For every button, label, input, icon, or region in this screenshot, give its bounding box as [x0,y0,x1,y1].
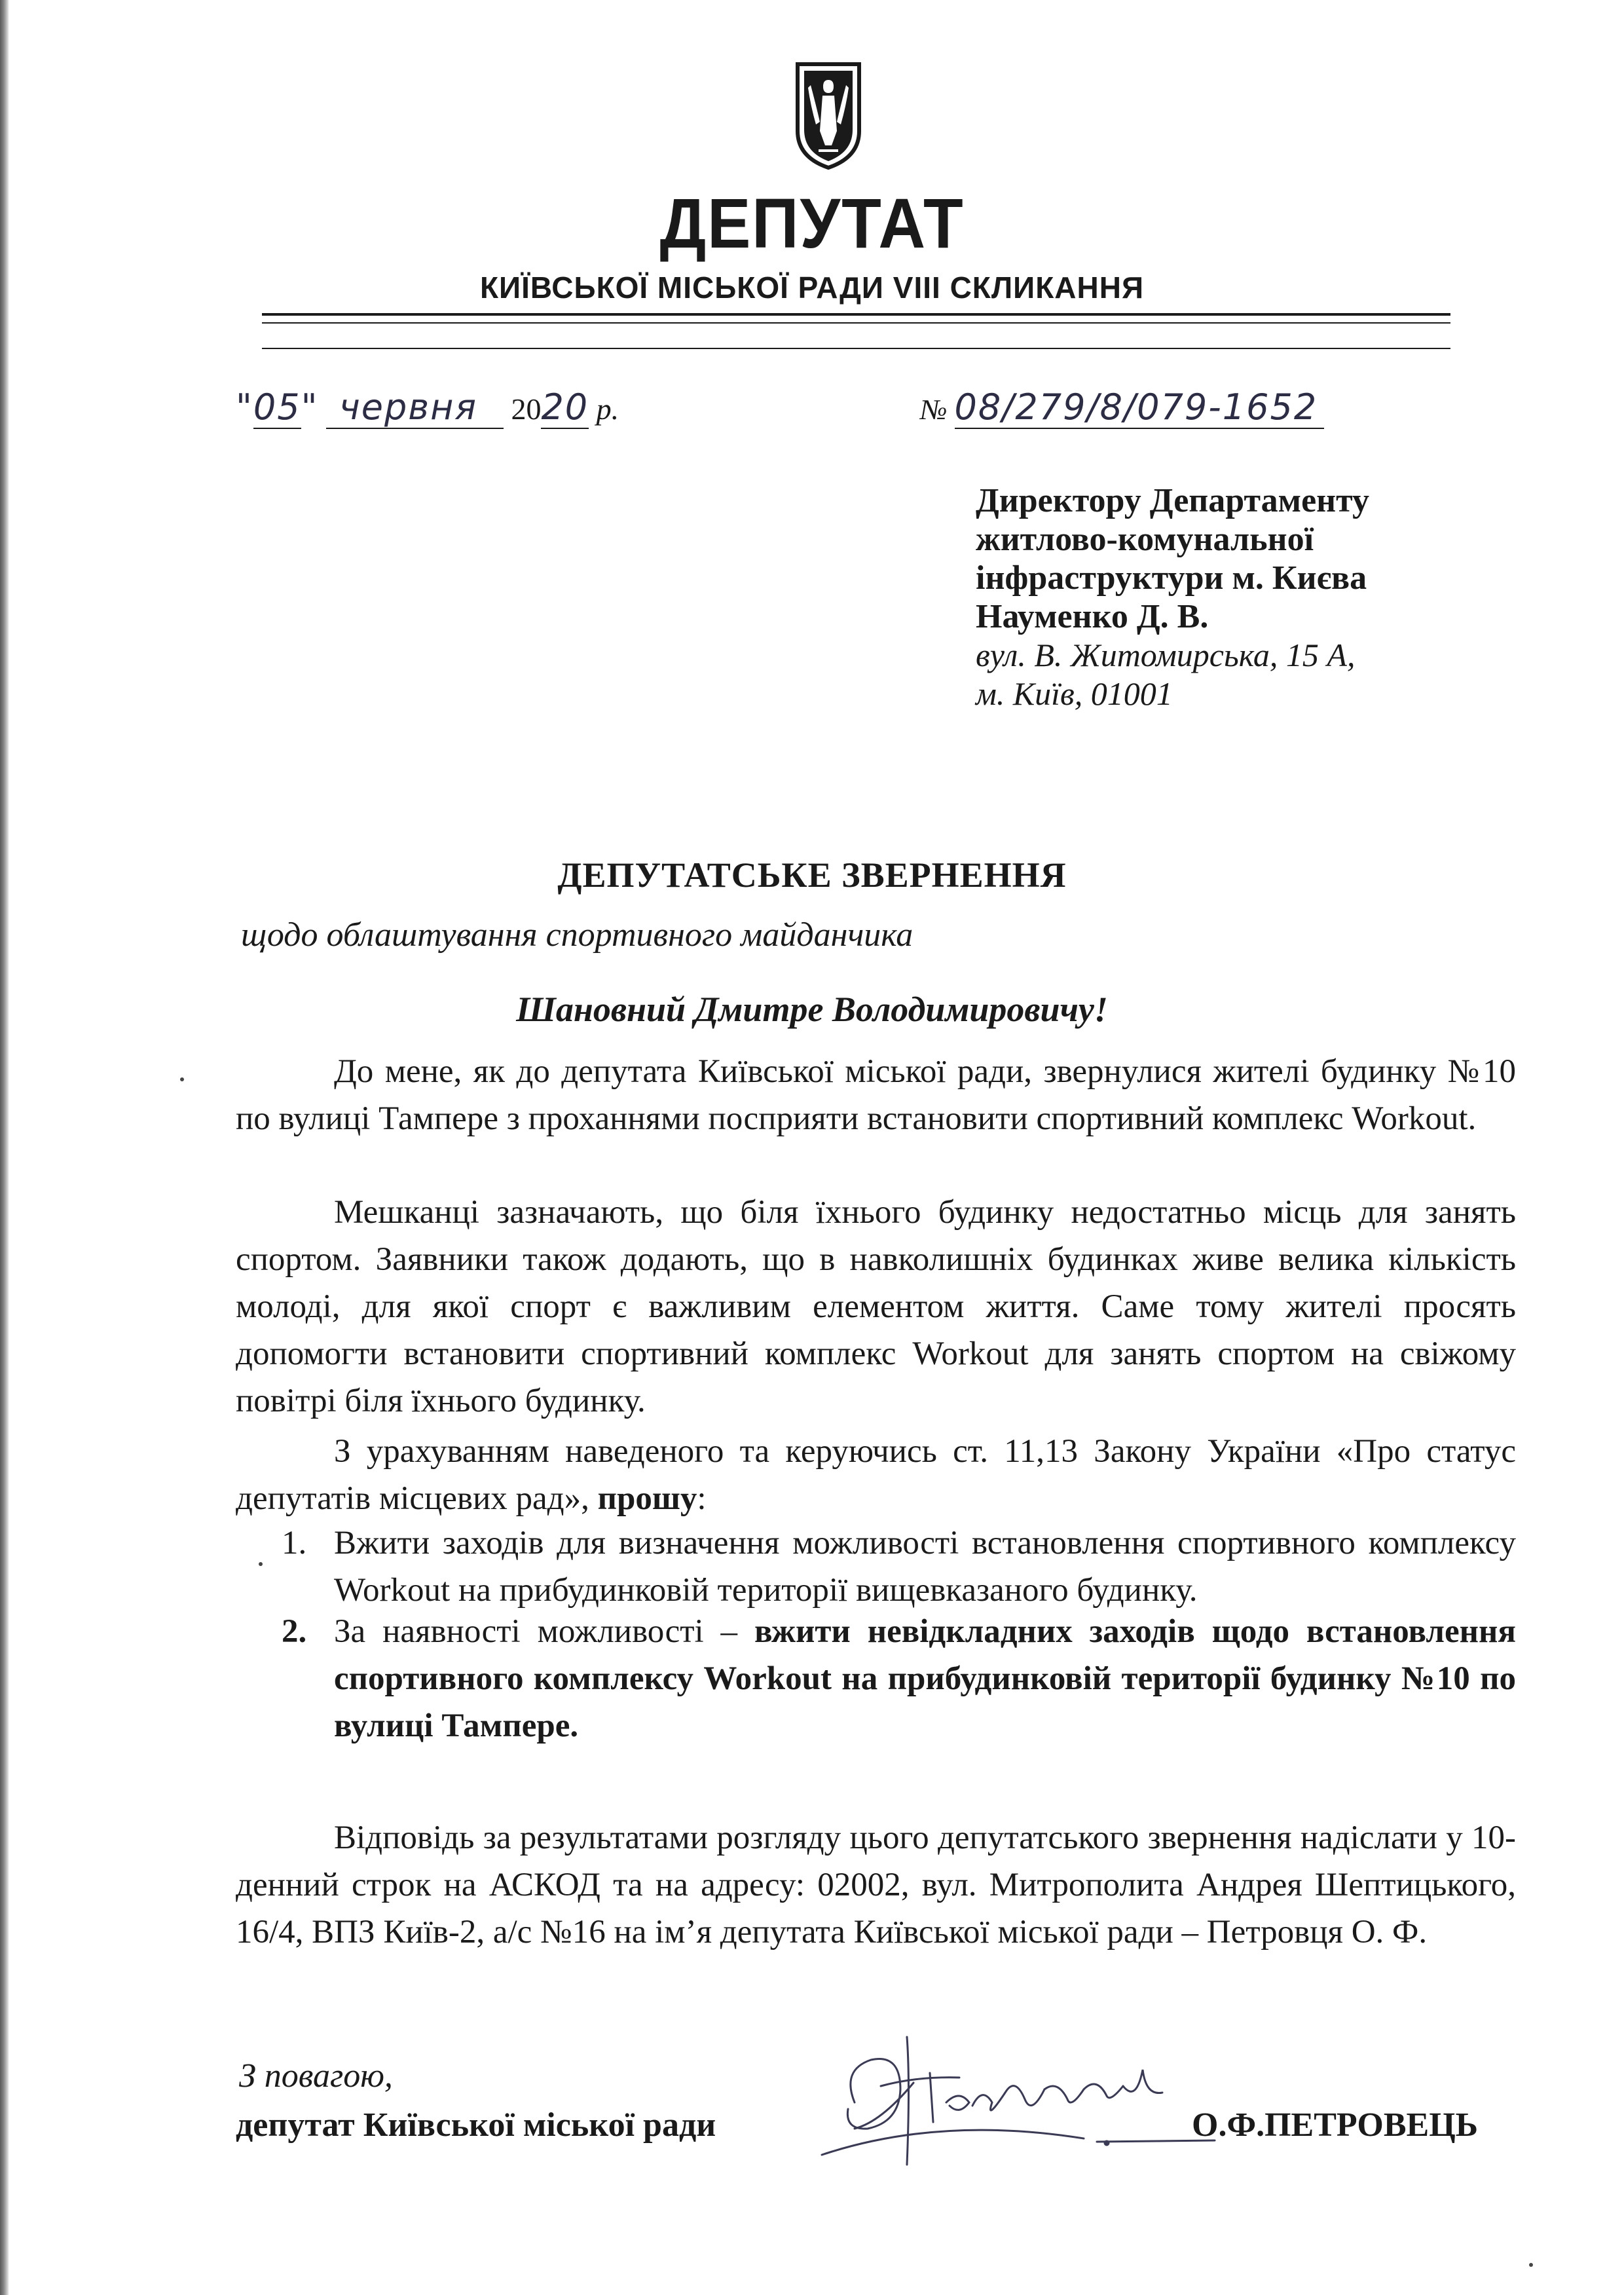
addressee-line-1: Директору Департаменту [976,482,1369,519]
paragraph-2: Мешканці зазначають, що біля їхнього будинку недостатньо місць для занять спортом. Заявники також додають, що в навколишніх будинках живе велика кількість молоді, для якої спорт є важливим елементом життя. Саме тому жителі просять допомогти встановити спортивний комплекс Workout для занять спортом на свіжому повітрі біля їхнього будинку. [236,1194,1516,1419]
date-field [236,386,619,429]
paragraph-3-text: З урахуванням наведеного та керуючись ст. 11,13 Закону України «Про статус депутатів місцевих рад», [236,1433,1516,1517]
date-year-unit: р. [596,392,619,426]
paragraph-1: До мене, як до депутата Київської міської ради, звернулися жителі будинку №10 по вулиці Тампере з проханнями посприяти встановити спортивний комплекс Workout. [236,1053,1516,1137]
number-value: 08/279/8/079-1652 [955,386,1325,429]
header-rule-thick [262,313,1450,316]
addressee-address-1: вул. В. Житомирська, 15 А, [976,637,1356,673]
addressee-line-2: житлово-комунальної [976,521,1314,558]
scan-speck [180,1077,184,1081]
date-day: 05 [253,386,301,428]
addressee-block [976,481,1369,713]
date-year-prefix: 20 [511,392,542,426]
list-item-text [334,1608,1516,1749]
signer-title: депутат Київської міської ради [236,2106,716,2144]
scan-speck [1529,2263,1533,2267]
document-subject: щодо облаштування спортивного майданчика [241,916,913,954]
addressee-line-4: Науменко Д. В. [976,598,1209,635]
paragraph-3 [236,1428,1516,1522]
list-item-text: Вжити заходів для визначення можливості встановлення спортивного комплексу Workout на прибудинковій території вищевказаного будинку. [334,1525,1516,1609]
date-open-quote: " [236,386,253,428]
document-title: ДЕПУТАТСЬКЕ ЗВЕРНЕННЯ [557,855,1067,895]
header-subtitle: КИЇВСЬКОЇ МІСЬКОЇ РАДИ VIII СКЛИКАННЯ [479,271,1145,305]
scan-edge [0,0,9,2295]
list-item-text-bold: вжити невідкладних заходів щодо встановлення спортивного комплексу Workout на прибудинковій території будинку №10 по вулиці Тампере. [334,1613,1516,1744]
date-year-suffix: 20 [541,386,589,428]
addressee-address-2: м. Київ, 01001 [976,675,1173,712]
header-title: ДЕПУТАТ [659,183,965,263]
list-item-number: 2. [282,1613,307,1650]
signer-name: О.Ф.ПЕТРОВЕЦЬ [1192,2106,1479,2144]
list-item-text-plain: За наявності можливості – [334,1613,738,1650]
header-rule-bottom [262,348,1450,349]
handwritten-signature-icon [809,2024,1228,2168]
paragraph-4: Відповідь за результатами розгляду цього депутатського звернення надіслати у 10-денний строк на АСКОД та на адресу: 02002, вул. Митрополита Андрея Шептицького, 16/4, ВПЗ Київ-2, а/с №16 на ім’я депутата Київської міської ради – Петровця О. Ф. [236,1819,1516,1950]
salutation: Шановний Дмитре Володимировичу! [516,990,1108,1029]
header-rule-thin [262,322,1450,324]
list-item-number: 1. [282,1525,307,1561]
document-number-field [920,386,1324,429]
scan-speck [259,1562,263,1566]
closing: З повагою, [239,2057,393,2095]
date-close-quote: " [301,386,319,428]
addressee-line-3: інфраструктури м. Києва [976,559,1367,597]
date-month: червня [326,386,504,429]
kyiv-coat-of-arms-icon [792,59,864,170]
paragraph-3-end: : [697,1480,707,1517]
number-label: № [920,394,948,426]
paragraph-3-bold: прошу [597,1480,697,1517]
